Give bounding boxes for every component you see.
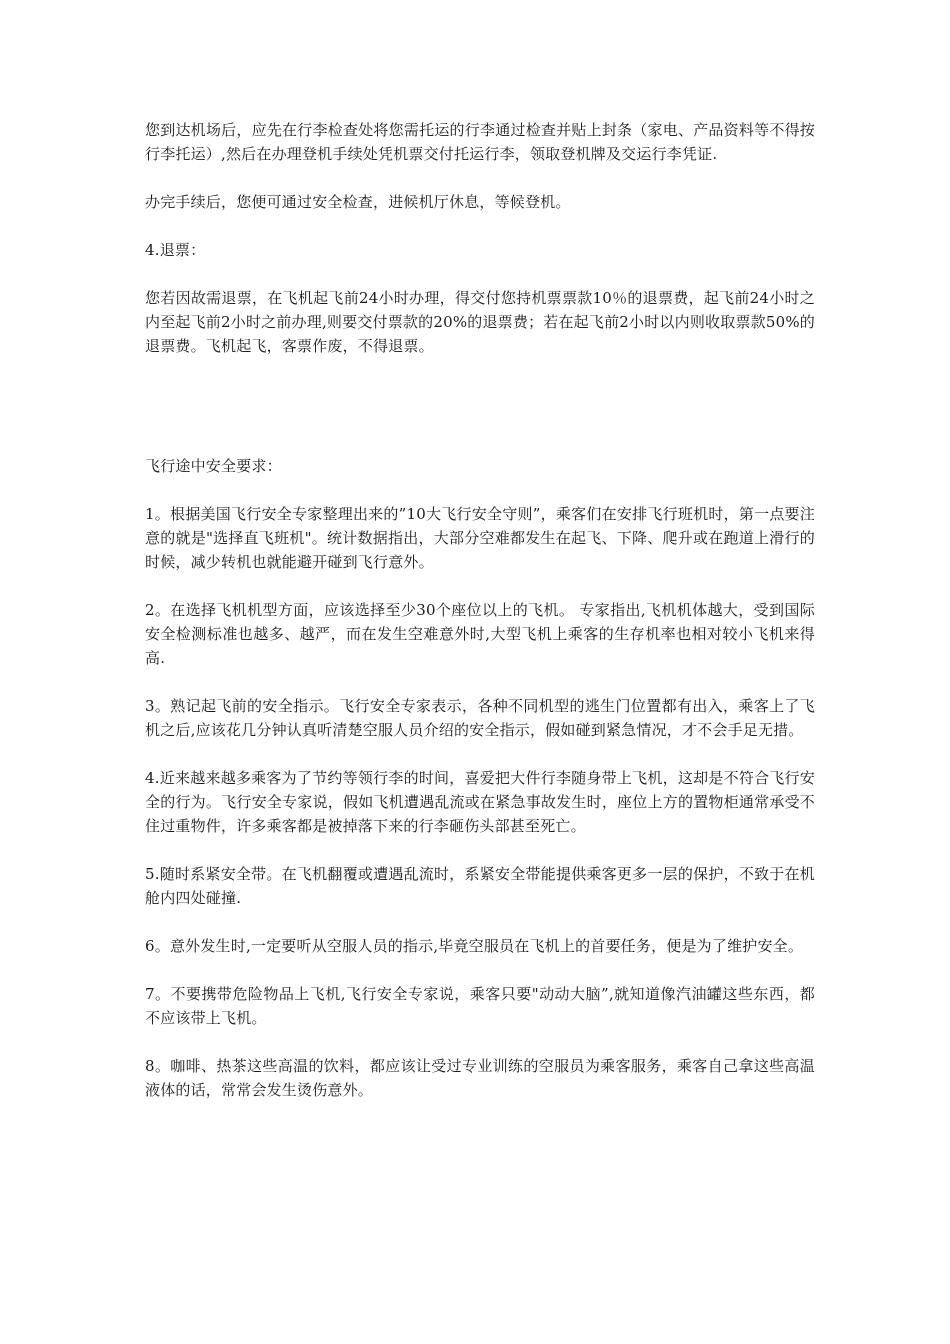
- safety-rule-8: 8。咖啡、热茶这些高温的饮料，都应该让受过专业训练的空服员为乘客服务，乘客自己拿这些高温液体的话，常常会发生烫伤意外。: [145, 1057, 815, 1099]
- safety-rule-5: 5.随时系紧安全带。在飞机翻覆或遭遇乱流时，系紧安全带能提供乘客更多一层的保护，不致于在机舱内四处碰撞.: [145, 865, 815, 907]
- safety-rule-7: 7。不要携带危险物品上飞机,飞行安全专家说，乘客只要"动动大脑”,就知道像汽油罐这些东西，都不应该带上飞机。: [145, 985, 815, 1027]
- safety-rule-2: 2。在选择飞机机型方面，应该选择至少30个座位以上的飞机。 专家指出,飞机机体越大，受到国际安全检测标准也越多、越严，而在发生空难意外时,大型飞机上乘客的生存机率也相对较小飞机来得高.: [145, 601, 815, 667]
- document-body: [145, 118, 815, 1126]
- safety-rule-6: 6。意外发生时,一定要听从空服人员的指示,毕竟空服员在飞机上的首要任务，便是为了维护安全。: [145, 937, 804, 955]
- section-spacer: [145, 382, 815, 454]
- heading-refund: 4.退票：: [145, 241, 206, 259]
- heading-flight-safety: 飞行途中安全要求：: [145, 457, 282, 475]
- safety-rule-3: 3。熟记起飞前的安全指示。飞行安全专家表示，各种不同机型的逃生门位置都有出入，乘客上了飞机之后,应该花几分钟认真听清楚空服人员介绍的安全指示，假如碰到紧急情况，才不会手足无措。: [145, 697, 815, 739]
- paragraph-checkin: 您到达机场后，应先在行李检查处将您需托运的行李通过检查并贴上封条（家电、产品资料等不得按行李托运）,然后在办理登机手续处凭机票交付托运行李，领取登机牌及交运行李凭证.: [145, 121, 815, 163]
- safety-rule-4: 4.近来越来越多乘客为了节约等领行李的时间，喜爱把大件行李随身带上飞机，这却是不符合飞行安全的行为。飞行安全专家说，假如飞机遭遇乱流或在紧急事故发生时，座位上方的置物柜通常承受不住过重物件，许多乘客都是被掉落下来的行李砸伤头部甚至死亡。: [145, 769, 815, 835]
- safety-rule-1: 1。根据美国飞行安全专家整理出来的”10大飞行安全守则”，乘客们在安排飞行班机时，第一点要注意的就是"选择直飞班机"。统计数据指出，大部分空难都发生在起飞、下降、爬升或在跑道上滑行的时候，减少转机也就能避开碰到飞行意外。: [145, 505, 815, 571]
- paragraph-security-check: 办完手续后，您便可通过安全检查，进候机厅休息，等候登机。: [145, 193, 571, 211]
- paragraph-refund: 您若因故需退票，在飞机起飞前24小时办理，得交付您持机票票款10％的退票费，起飞前24小时之内至起飞前2小时之前办理,则要交付票款的20%的退票费；若在起飞前2小时以内则收取票款50%的退票费。飞机起飞，客票作废，不得退票。: [145, 289, 815, 355]
